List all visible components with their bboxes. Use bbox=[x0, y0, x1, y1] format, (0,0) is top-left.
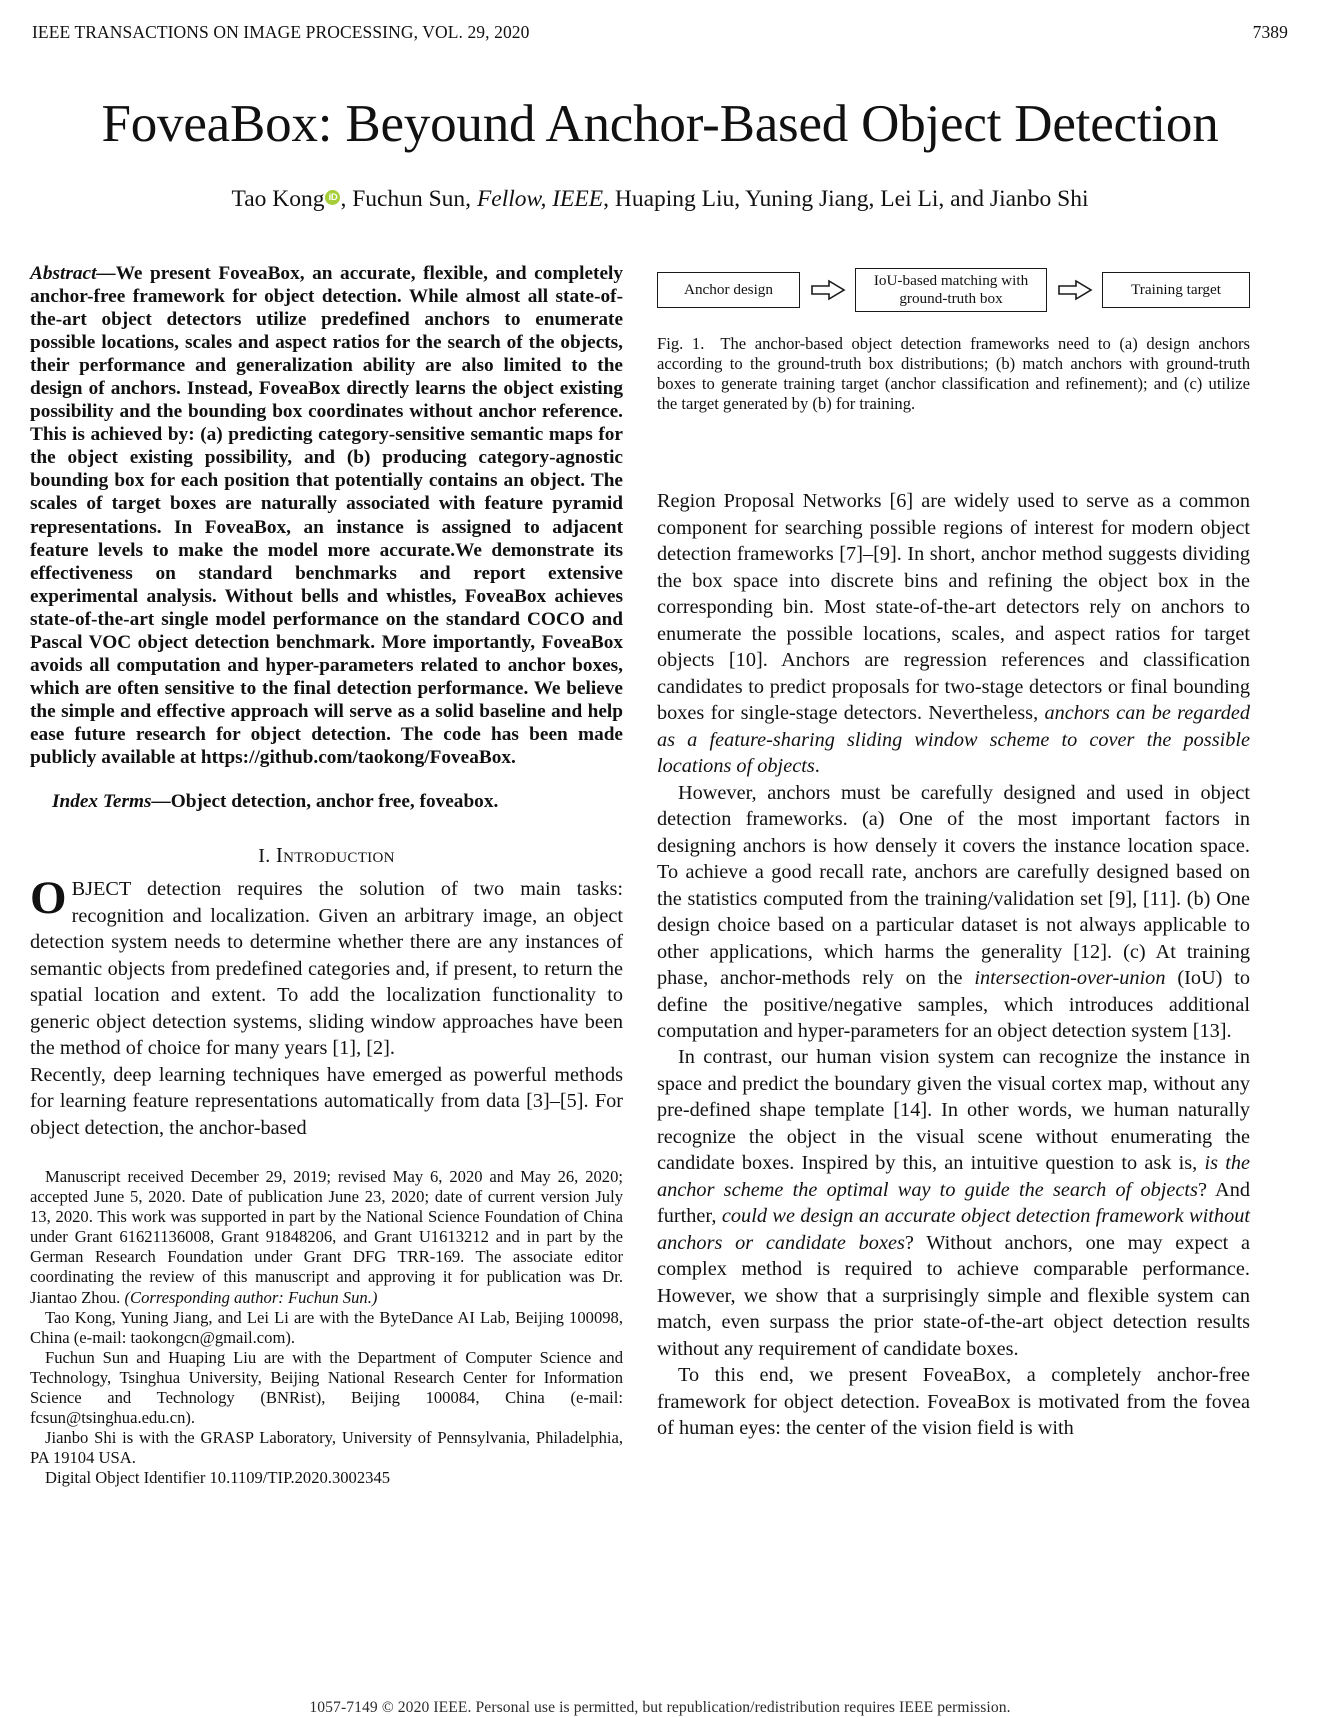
right-paragraph-3 bbox=[657, 1044, 1250, 1362]
footnote-manuscript bbox=[30, 1167, 623, 1308]
abstract-paragraph bbox=[30, 262, 623, 769]
right-p2-a: However, anchors must be carefully designed and used in object detection frameworks. (a) One of the most important factors in designing anchors is how densely it covers the instance location space. To achieve a good recall rate, anchors are carefully designed based on the statistics computed from the training/validation set [9], [11]. (b) One design choice based on a particular dataset is not always applicable to other applications, which harms the generality [12]. (c) At training phase, anchor-methods rely on the bbox=[657, 781, 1250, 990]
index-terms bbox=[30, 790, 623, 813]
flow-box-anchor-design-label: Anchor design bbox=[684, 281, 773, 299]
intro-p1-mid: and bbox=[163, 904, 211, 927]
intro-paragraph-1 bbox=[30, 872, 623, 1061]
copyright-notice: 1057-7149 © 2020 IEEE. Personal use is permitted, but republication/redistribution requires IEEE permission. bbox=[309, 1699, 1011, 1716]
flow-box-training-target-label: Training target bbox=[1131, 281, 1221, 299]
author-tao-kong: Tao Kong bbox=[231, 186, 325, 213]
figure-1-label: Fig. 1. bbox=[657, 334, 705, 353]
intro-p1-italic-recognition: recognition bbox=[71, 904, 164, 927]
body-columns bbox=[30, 262, 1290, 1674]
right-p2-b: (IoU) to define the positive/negative samples, which introduces additional computation and hyper-parameters for an object detection system [13]. bbox=[657, 967, 1251, 1042]
footnote-manuscript-text: Manuscript received December 29, 2019; revised May 6, 2020 and May 26, 2020; accepted June 5, 2020. Date of publication June 23, 2020; date of current version July 13, 2020. This work was supported in part by the National Science Foundation of China under Grant 61621136008, Grant 91848206, and Grant U1613212 and in part by the German Research Foundation under Grant DFG TRR-169. The associate editor coordinating the review of this manuscript and approving it for publication was Dr. Jiantao Zhou. bbox=[30, 1167, 623, 1307]
page-number: 7389 bbox=[1252, 22, 1288, 42]
intro-paragraph-2: Recently, deep learning techniques have emerged as powerful methods for learning feature representations automatically from data [3]–[5]. For object detection, the anchor-based bbox=[30, 1063, 623, 1139]
right-p3-italic-q2: could we design an accurate object detection framework without anchors or candidate boxes bbox=[657, 1205, 1250, 1254]
left-column bbox=[30, 262, 623, 1674]
page-title: FoveaBox: Beyound Anchor-Based Object Detection bbox=[101, 95, 1219, 153]
intro-p1-italic-localization: localization bbox=[210, 904, 305, 927]
author-membership: Fellow, IEEE bbox=[476, 186, 604, 213]
right-paragraph-2 bbox=[657, 780, 1250, 1045]
right-p3-b: ? And further, bbox=[657, 1178, 1250, 1228]
right-column bbox=[657, 262, 1250, 1674]
section-name: Introduction bbox=[275, 843, 395, 868]
right-p1-a: Region Proposal Networks [6] are widely used to serve as a common component for searching possible regions of interest for modern object detection frameworks [7]–[9]. In short, anchor method suggests dividing the box space into discrete bins and refining the object box in the corresponding bin. Most state-of-the-art detectors rely on anchors to enumerate the possible locations, scales, and aspect ratios for target objects [10]. Anchors are regression references and classification candidates to predict proposals for two-stage detectors or final bounding boxes for single-stage detectors. Nevertheless, bbox=[657, 490, 1250, 725]
intro-p1-rest: . Given an arbitrary image, an object detection system needs to determine whether there are any instances of semantic objects from predefined categories and, if present, to return the spatial location and extent. To add the localization functionality to generic object detection systems, sliding window approaches have been the method of choice for many years [1], [2]. bbox=[30, 904, 623, 1060]
footnote-corresponding-author: (Corresponding author: Fuchun Sun.) bbox=[124, 1287, 378, 1307]
right-p2-italic-iou: intersection-over-union bbox=[974, 967, 1166, 990]
footnote-affiliation-upenn: Jianbo Shi is with the GRASP Laboratory, University of Pennsylvania, Philadelphia, PA 19104 USA. bbox=[30, 1428, 623, 1468]
intro-p1-a: BJECT detection requires the solution of two main tasks: bbox=[71, 878, 623, 901]
figure-1-flow-diagram bbox=[657, 268, 1250, 312]
flow-box-iou-matching bbox=[855, 268, 1047, 312]
right-p1-end: . bbox=[814, 755, 820, 778]
index-terms-label: Index Terms— bbox=[52, 791, 171, 813]
figure-1-caption bbox=[657, 334, 1250, 414]
right-p1-italic: anchors can be regarded as a feature-sharing sliding window scheme to cover the possible locations of objects bbox=[657, 702, 1250, 778]
arrow-right-icon-2 bbox=[1057, 278, 1093, 302]
section-heading-introduction bbox=[30, 843, 623, 868]
abstract-label: Abstract— bbox=[30, 263, 116, 284]
author-list bbox=[30, 185, 1290, 213]
orcid-icon[interactable]: iD bbox=[325, 190, 340, 205]
footnote-affiliation-bytedance: Tao Kong, Yuning Jiang, and Lei Li are with the ByteDance AI Lab, Beijing 100098, China (e-mail: taokongcn@gmail.com). bbox=[30, 1307, 623, 1347]
right-p3-a: In contrast, our human vision system can recognize the instance in space and predict the boundary given the visual cortex map, without any pre-defined shape template [14]. In other words, we human naturally recognize the object in the visual scene without enumerating the candidate boxes. Inspired by this, an intuitive question to ask is, bbox=[657, 1046, 1250, 1175]
right-paragraph-4: To this end, we present FoveaBox, a completely anchor-free framework for object detection. FoveaBox is motivated from the fovea of human eyes: the center of the vision field is with bbox=[657, 1364, 1250, 1440]
running-head bbox=[30, 22, 1290, 48]
flow-box-iou-matching-label: IoU-based matching with ground-truth box bbox=[873, 272, 1029, 307]
footnote-block bbox=[30, 1167, 623, 1488]
section-number: I. bbox=[258, 845, 271, 868]
drop-cap: O bbox=[30, 872, 67, 925]
footnote-doi: Digital Object Identifier 10.1109/TIP.2020.3002345 bbox=[45, 1468, 391, 1488]
arrow-right-icon-1 bbox=[810, 278, 846, 302]
journal-name: IEEE TRANSACTIONS ON IMAGE PROCESSING, VOL. 29, 2020 bbox=[32, 22, 530, 42]
author-fuchun-sun: , Fuchun Sun, bbox=[340, 186, 477, 213]
author-rest: , Huaping Liu, Yuning Jiang, Lei Li, and Jianbo Shi bbox=[603, 186, 1089, 213]
figure-1 bbox=[657, 268, 1250, 414]
right-p3-italic-q1: is the anchor scheme the optimal way to guide the search of objects bbox=[657, 1152, 1250, 1201]
index-terms-body: Object detection, anchor free, foveabox. bbox=[170, 791, 499, 813]
flow-box-training-target bbox=[1102, 272, 1250, 308]
abstract-body: We present FoveaBox, an accurate, flexible, and completely anchor-free framework for object detection. While almost all state-of-the-art object detectors utilize predefined anchors to enumerate possible locations, scales and aspect ratios for the search of the objects, their performance and generalization ability are also limited to the design of anchors. Instead, FoveaBox directly learns the object existing possibility and the bounding box coordinates without anchor reference. This is achieved by: (a) predicting category-sensitive semantic maps for the object existing possibility, and (b) producing category-agnostic bounding box for each position that potentially contains an object. The scales of target boxes are naturally associated with feature pyramid representations. In FoveaBox, an instance is assigned to adjacent feature levels to make the model more accurate.We demonstrate its effectiveness on standard benchmarks and report extensive experimental analysis. Without bells and whistles, FoveaBox achieves state-of-the-art single model performance on the standard COCO and Pascal VOC object detection benchmark. More importantly, FoveaBox avoids all computation and hyper-parameters related to anchor boxes, which are often sensitive to the final detection performance. We believe the simple and effective approach will serve as a solid baseline and help ease future research for object detection. The code has been made publicly available at https://github.com/taokong/FoveaBox. bbox=[30, 263, 623, 768]
figure-1-caption-text: The anchor-based object detection frameworks need to (a) design anchors according to the ground-truth box distributions; (b) match anchors with ground-truth boxes to generate training target (anchor classification and refinement); and (c) utilize the target generated by (b) for training. bbox=[657, 334, 1250, 414]
footnote-affiliation-tsinghua: Fuchun Sun and Huaping Liu are with the Department of Computer Science and Technology, Tsinghua University, Beijing National Research Center for Information Science and Technology (BNRist), Beijing 100084, China (e-mail: fcsun@tsinghua.edu.cn). bbox=[30, 1347, 623, 1427]
right-p3-c: ? Without anchors, one may expect a complex method is required to achieve comparable performance. However, we show that a surprisingly simple and flexible system can match, even surpass the prior state-of-the-art object detection results without any requirement of candidate boxes. bbox=[657, 1231, 1251, 1360]
right-paragraph-1 bbox=[657, 488, 1250, 779]
flow-box-anchor-design bbox=[657, 272, 800, 308]
